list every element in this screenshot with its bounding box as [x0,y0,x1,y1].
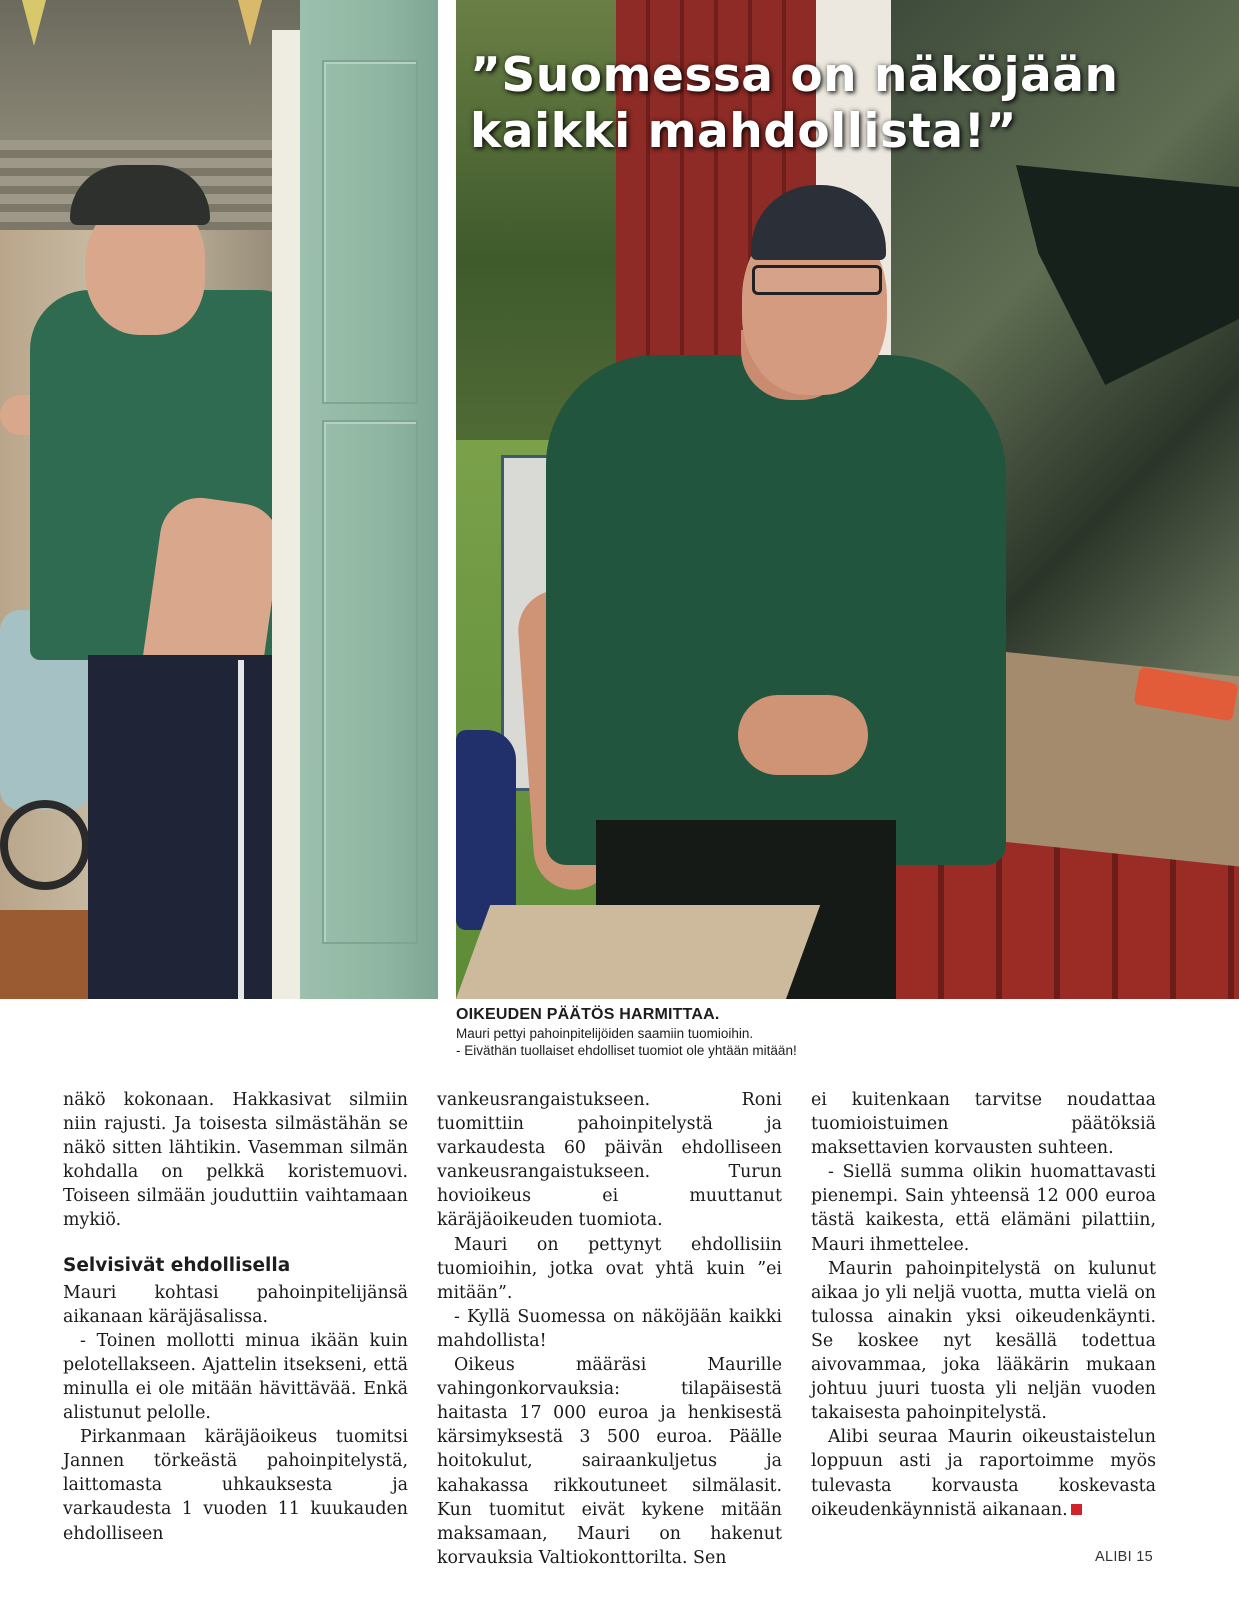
door-panel [322,60,418,404]
paragraph: näkö kokonaan. Hakkasivat silmiin niin rajusti. Ja toisesta silmästähän se näkö sitten lähtikin. Vasemman silmän kohdalla on pelkkä koristemuovi. Toiseen silmään jouduttiin vaihtamaan mykiö. [63,1090,408,1231]
subheading: Selvisivät ehdollisella [63,1254,291,1276]
headline-line-2: kaikki mahdollista!” [470,104,1017,159]
pennant-flag [238,0,262,46]
end-mark-icon [1071,1504,1082,1515]
caption-line: - Eiväthän tuollaiset ehdolliset tuomiot ole yhtään mitään! [456,1043,797,1058]
paragraph: vankeusrangaistukseen. Roni tuomittiin pahoinpitelystä ja varkaudesta 60 päivän ehdolliseen vankeusrangaistukseen. Turun hovioikeus ei muuttanut käräjäoikeuden tuomiota. [437,1090,782,1231]
door-panel [322,420,418,944]
track-pants [88,655,283,999]
blue-chair [456,730,516,930]
pennant-flag [22,0,46,46]
text-column-1 [63,1088,408,1546]
paragraph-final [811,1425,1156,1521]
green-t-shirt [546,355,1006,865]
wooden-table [456,905,820,999]
text-column-2 [437,1088,782,1570]
paragraph-text: Alibi seuraa Maurin oikeustaistelun loppuun asti ja raportoimme myös tulevasta korvausta koskevasta oikeudenkäynnistä aikanaan. [811,1427,1156,1520]
paragraph: Mauri kohtasi pahoinpitelijänsä aikanaan käräjäsalissa. [63,1282,408,1327]
photo-man-in-doorway [0,0,438,999]
paragraph: - Kyllä Suomessa on näköjään kaikki mahdollista! [437,1306,782,1351]
stroller-wheel [0,800,90,890]
headline [470,48,1118,160]
headline-line-1: ”Suomessa on näköjään [470,48,1119,103]
caption-title: OIKEUDEN PÄÄTÖS HARMITTAA. [456,1006,720,1023]
pants-stripe [238,660,244,999]
paragraph: ei kuitenkaan tarvitse noudattaa tuomioistuimen päätöksiä maksettavien korvausten suhteen. [811,1090,1156,1159]
page-folio: ALIBI 15 [1095,1549,1154,1565]
man-hand [738,695,868,775]
text-column-3 [811,1088,1156,1522]
caption-line: Mauri pettyi pahoinpitelijöiden saamiin tuomioihin. [456,1026,754,1041]
paragraph: Oikeus määräsi Maurille vahingonkorvauksia: tilapäisestä haitasta 17 000 euroa ja henkisestä kärsimyksestä 3 500 euroa. Päälle hoitokulut, sairaankuljetus ja kahakassa rikkoutuneet silmälasit. Kun tuomitut eivät kykene mitään maksamaan, Mauri on hakenut korvauksia Valtiokonttorilta. Sen [437,1355,782,1568]
door-frame [272,30,300,999]
paragraph: - Siellä summa olikin huomattavasti pienempi. Sain yhteensä 12 000 euroa tästä kaikesta, että elämäni pilattiin, Mauri ihmettelee. [811,1162,1156,1255]
photo-caption [456,1005,1236,1059]
paragraph: Maurin pahoinpitelystä on kulunut aikaa jo yli neljä vuotta, mutta vielä on tulossa ainakin yksi oikeudenkäynti. Se koskee nyt kesällä todettua aivovammaa, joka lääkärin mukaan johtuu juuri tuosta yli neljän vuoden takaisesta pahoinpitelystä. [811,1258,1156,1424]
paragraph: Pirkanmaan käräjäoikeus tuomitsi Jannen törkeästä pahoinpitelystä, laittomasta uhkauksesta ja varkaudesta 1 vuoden 11 kuukauden ehdolliseen [63,1427,408,1544]
eyeglasses [752,265,882,295]
paragraph: Mauri on pettynyt ehdollisiin tuomioihin, jotka ovat yhtä kuin ”ei mitään”. [437,1234,782,1303]
paragraph: - Toinen mollotti minua ikään kuin pelotellakseen. Ajattelin itsekseni, että minulla ei ole mitään hävittävää. Enkä alistunut pelolle. [63,1330,408,1424]
